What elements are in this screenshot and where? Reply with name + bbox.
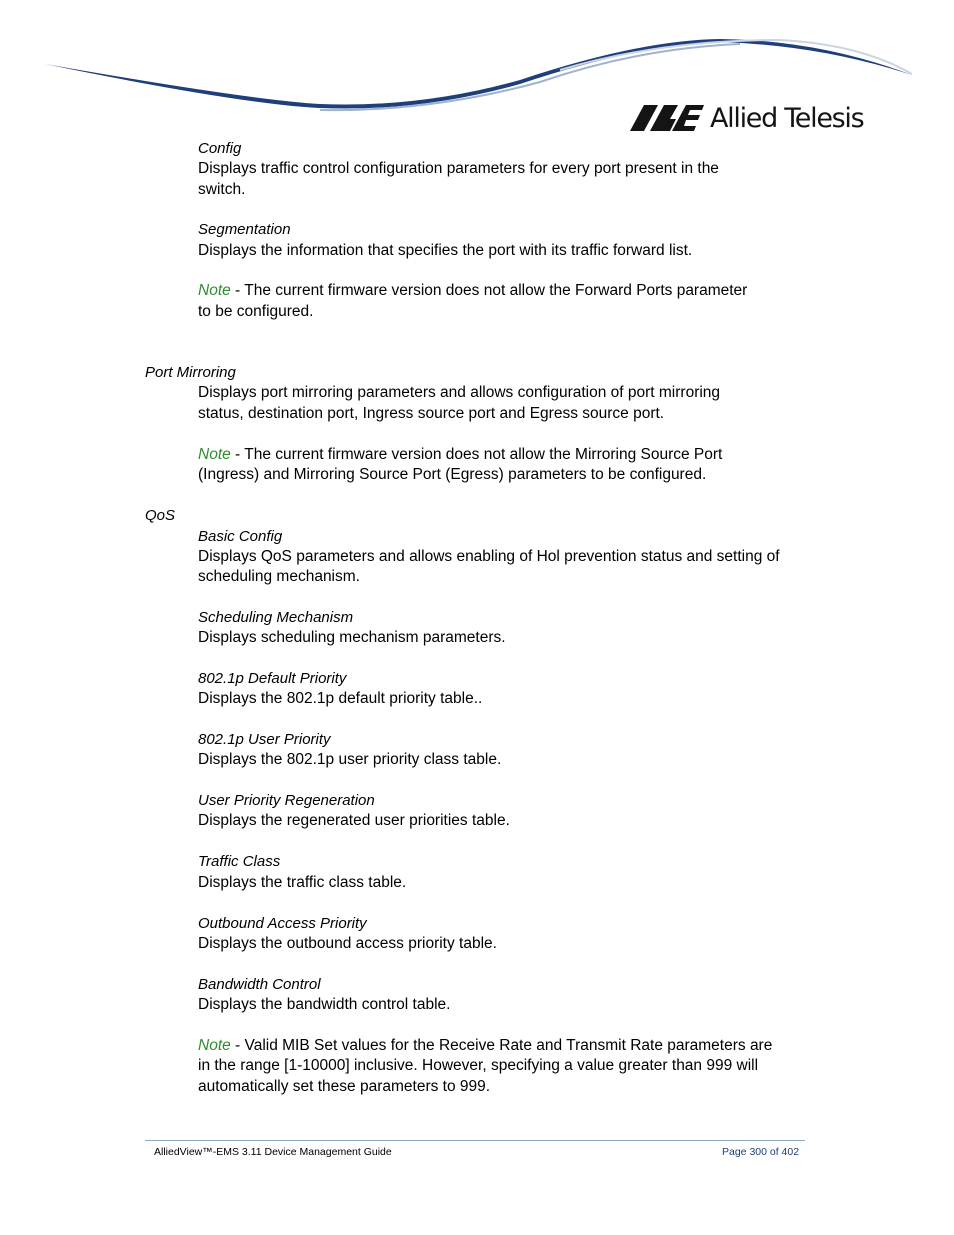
note-label: Note	[198, 1037, 231, 1054]
segmentation-note-line-1	[198, 281, 747, 302]
basic-config-heading: Basic Config	[198, 528, 283, 545]
user-priority-regeneration-heading: User Priority Regeneration	[198, 792, 375, 809]
config-text-line-1: Displays traffic control configuration parameters for every port present in the	[198, 160, 719, 177]
port-mirroring-heading: Port Mirroring	[145, 364, 236, 381]
outbound-access-priority-heading: Outbound Access Priority	[198, 915, 367, 932]
brand-logo-text: Allied Telesis	[710, 102, 864, 134]
config-text-line-2: switch.	[198, 181, 246, 198]
basic-config-text-line-2: scheduling mechanism.	[198, 568, 360, 585]
user-priority-text: Displays the 802.1p user priority class table.	[198, 751, 502, 768]
traffic-class-text: Displays the traffic class table.	[198, 874, 407, 891]
port-mirroring-note-line-1	[198, 445, 722, 466]
traffic-class-heading: Traffic Class	[198, 853, 281, 870]
port-mirroring-note-line-2: (Ingress) and Mirroring Source Port (Egress) parameters to be configured.	[198, 466, 707, 483]
port-mirroring-text-line-2: status, destination port, Ingress source port and Egress source port.	[198, 405, 665, 422]
header-swoosh	[0, 0, 954, 115]
config-heading: Config	[198, 140, 242, 157]
port-mirroring-text-line-1: Displays port mirroring parameters and allows configuration of port mirroring	[198, 384, 721, 401]
scheduling-mechanism-text: Displays scheduling mechanism parameters.	[198, 629, 506, 646]
bandwidth-control-heading: Bandwidth Control	[198, 976, 321, 993]
bandwidth-control-text: Displays the bandwidth control table.	[198, 996, 451, 1013]
bandwidth-note-line-1	[198, 1036, 772, 1057]
default-priority-text: Displays the 802.1p default priority table..	[198, 690, 483, 707]
bandwidth-note-line-3: automatically set these parameters to 999.	[198, 1078, 491, 1095]
bandwidth-note-text: - Valid MIB Set values for the Receive Rate and Transmit Rate parameters are	[230, 1037, 773, 1054]
port-mirroring-note-text: - The current firmware version does not allow the Mirroring Source Port	[230, 446, 723, 463]
note-label: Note	[198, 446, 231, 463]
footer-title: AlliedView™-EMS 3.11 Device Management Guide	[154, 1146, 392, 1158]
outbound-access-priority-text: Displays the outbound access priority table.	[198, 935, 497, 952]
user-priority-regeneration-text: Displays the regenerated user priorities table.	[198, 812, 510, 829]
allied-telesis-mark-icon	[630, 105, 704, 131]
default-priority-heading: 802.1p Default Priority	[198, 670, 347, 687]
footer-rule	[145, 1140, 805, 1141]
segmentation-note-text: - The current firmware version does not allow the Forward Ports parameter	[230, 282, 748, 299]
scheduling-mechanism-heading: Scheduling Mechanism	[198, 609, 354, 626]
user-priority-heading: 802.1p User Priority	[198, 731, 331, 748]
segmentation-text-line-1: Displays the information that specifies the port with its traffic forward list.	[198, 242, 693, 259]
qos-heading: QoS	[145, 507, 176, 524]
basic-config-text-line-1: Displays QoS parameters and allows enabling of Hol prevention status and setting of	[198, 548, 780, 565]
footer-page-number: Page 300 of 402	[722, 1146, 800, 1158]
segmentation-note-line-2: to be configured.	[198, 303, 314, 320]
brand-logo	[630, 100, 863, 136]
note-label: Note	[198, 282, 231, 299]
bandwidth-note-line-2: in the range [1-10000] inclusive. However, specifying a value greater than 999 will	[198, 1057, 759, 1074]
segmentation-heading: Segmentation	[198, 221, 291, 238]
